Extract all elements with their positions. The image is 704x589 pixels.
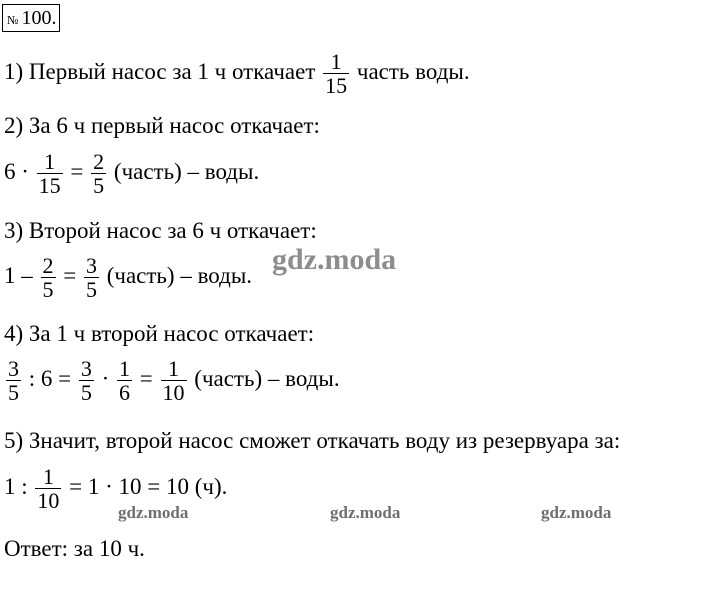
fraction: $\frac{2}{5}$ — [93, 149, 105, 199]
watermark: gdz.moda — [118, 503, 189, 522]
task-number-badge — [2, 4, 60, 32]
answer: Ответ: за 10 ч. — [4, 536, 145, 561]
step-2-calc: 6 · $\frac{1}{15}$ = $\frac{2}{5}$ (часть) – воды. — [4, 149, 260, 199]
step-1-text-end: часть воды. — [356, 58, 470, 84]
step-1 — [4, 50, 470, 97]
fraction: $\frac{1}{10}$ — [37, 464, 60, 514]
watermark: gdz.moda — [330, 503, 401, 522]
watermark: gdz.moda — [541, 503, 612, 522]
fraction: $\frac{3}{5}$ — [80, 356, 92, 406]
step-5: 5) Значит, второй насос сможет откачать воду из резервуара за: — [4, 428, 621, 453]
watermark: gdz.moda — [272, 243, 397, 276]
fraction: $\frac{1}{6}$ — [119, 356, 131, 406]
fraction: $\frac{3}{5}$ — [8, 356, 19, 406]
step-4-calc: $\frac{3}{5}$ : 6 = $\frac{3}{5}$ · $\frac{1}{6}$ = $\frac{1}{10}$ (часть) – воды. — [8, 356, 340, 406]
fraction: $\frac{1}{10}$ — [162, 356, 185, 406]
step-1-text: 1) Первый насос за 1 ч откачает — [4, 58, 316, 84]
fraction: $\frac{2}{5}$ — [42, 253, 54, 303]
task-number: 100. — [21, 7, 57, 29]
fraction: $\frac{1}{15}$ — [325, 49, 348, 99]
fraction: $\frac{1}{15}$ — [38, 149, 61, 199]
step-2: 2) За 6 ч первый насос откачает: — [4, 113, 320, 138]
step-3-calc: 1 – $\frac{2}{5}$ = $\frac{3}{5}$ (часть) – воды. — [4, 253, 253, 303]
step-3: 3) Второй насос за 6 ч откачает: — [4, 218, 317, 243]
step-4: 4) За 1 ч второй насос откачает: — [4, 321, 315, 346]
fraction: $\frac{3}{5}$ — [85, 253, 97, 303]
step-5-calc: 1 : $\frac{1}{10}$ = 1 · 10 = 10 (ч). — [4, 464, 228, 514]
number-sign: № — [7, 13, 19, 27]
